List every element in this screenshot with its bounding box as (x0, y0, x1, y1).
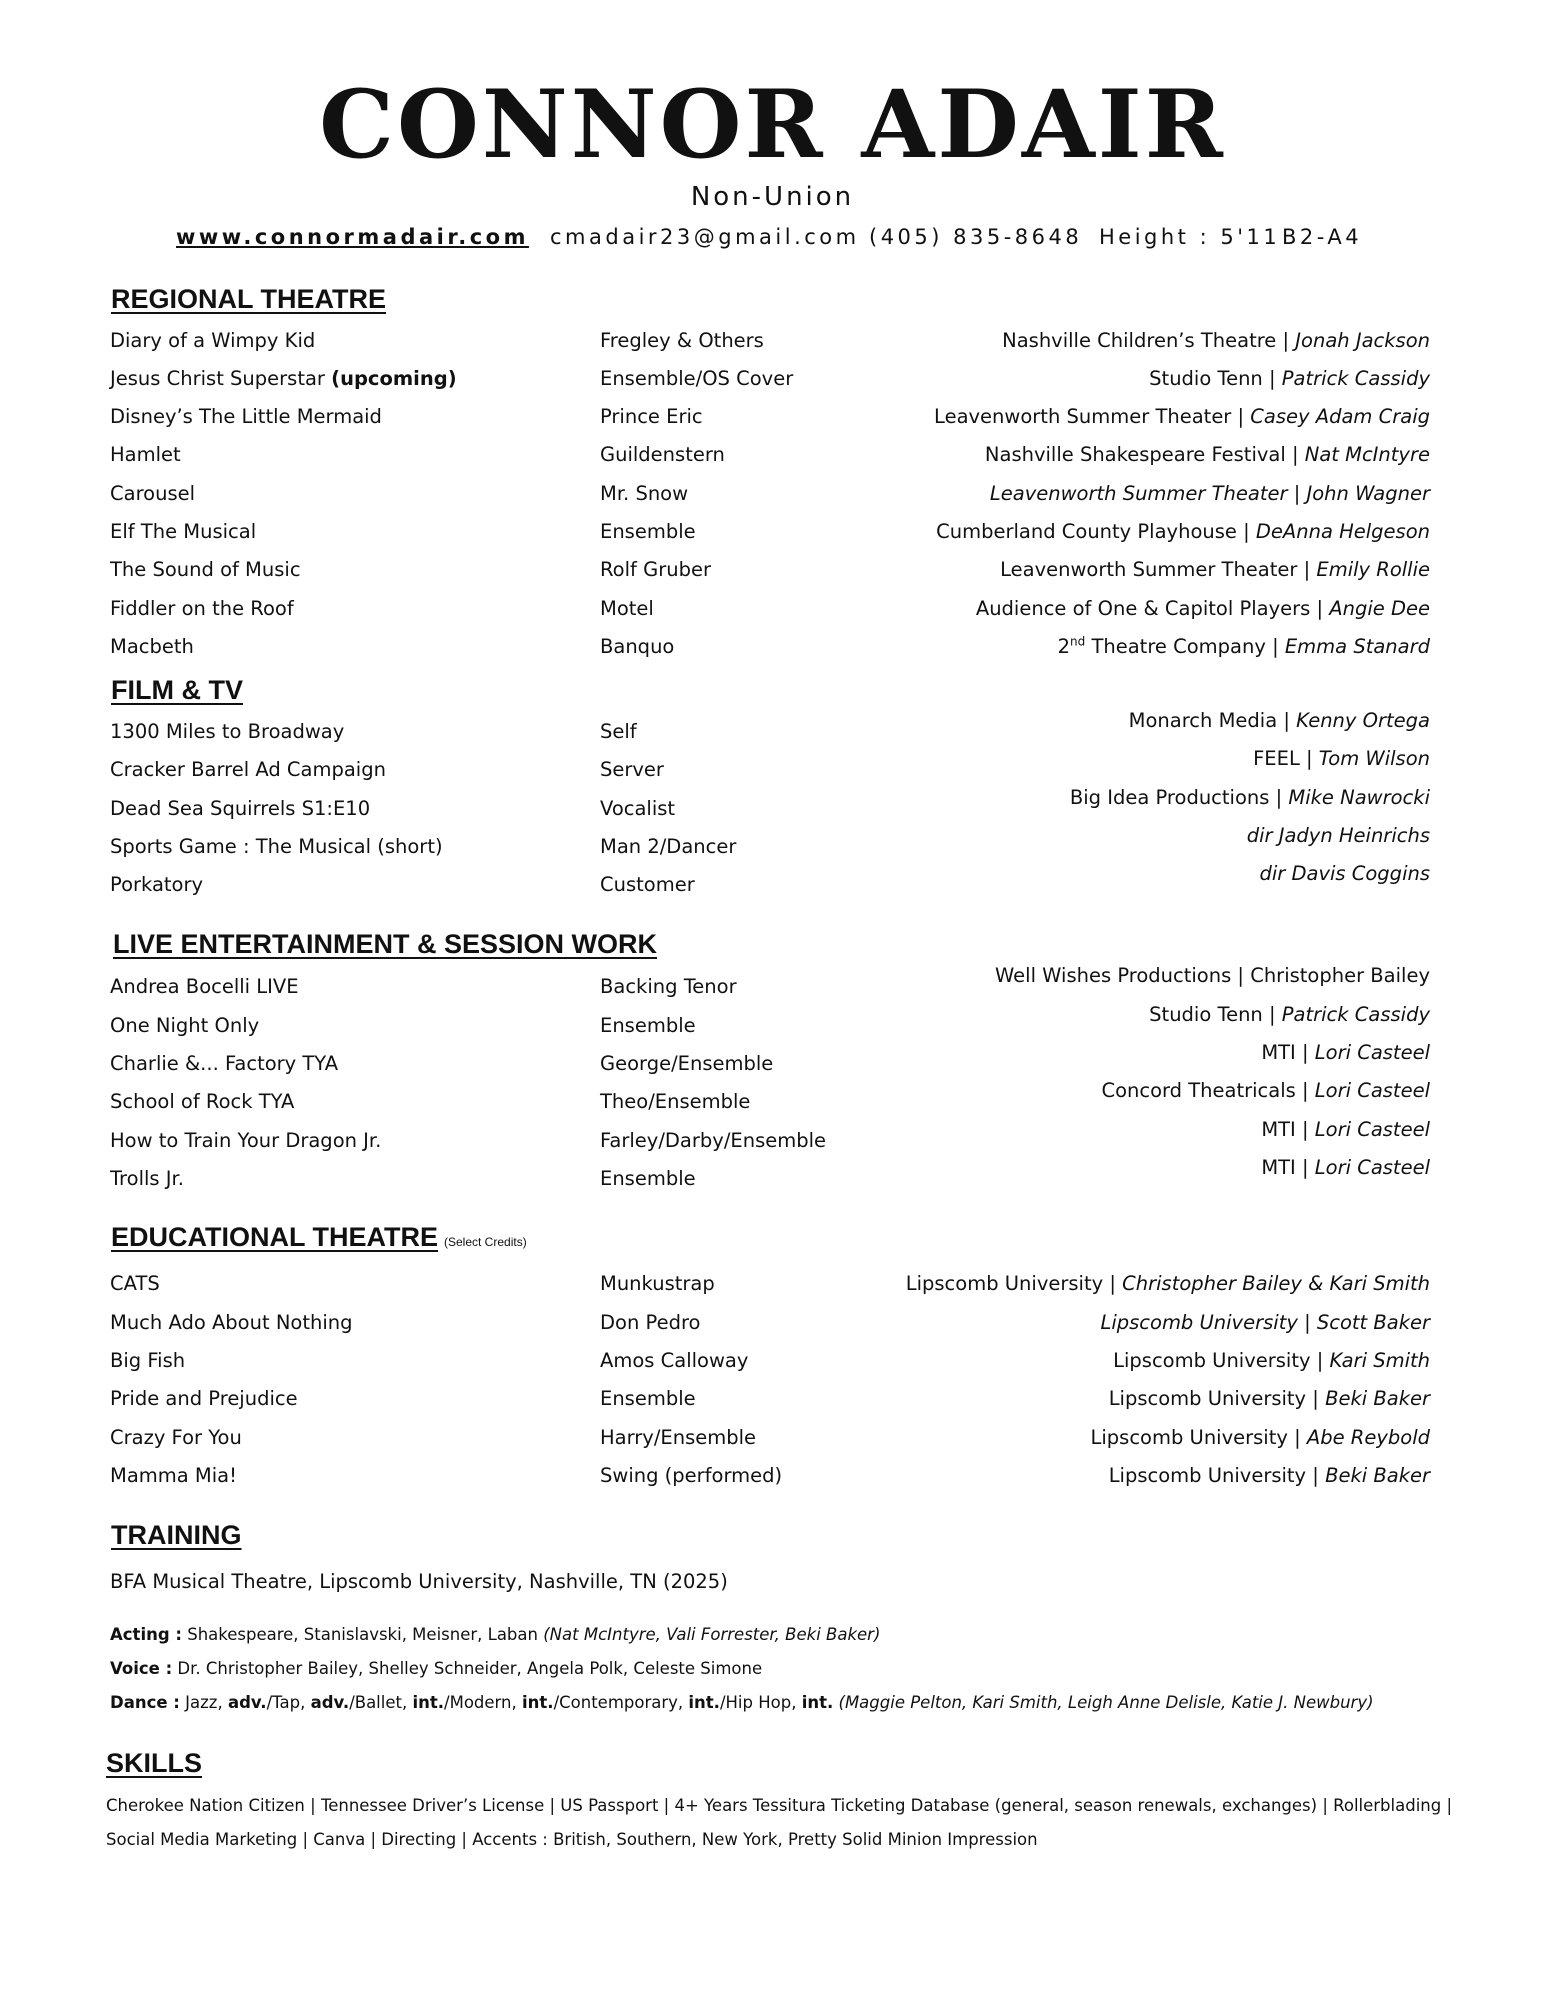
director: Beki Baker (1325, 1387, 1430, 1410)
credit-show (110, 1090, 294, 1113)
credit-role: Backing Tenor (600, 975, 737, 998)
credit-row (0, 1464, 1545, 1502)
credit-role: Ensemble/OS Cover (600, 367, 794, 390)
credit-venue-director (1100, 1311, 1430, 1334)
separator: | (1269, 786, 1289, 809)
show-title: Charlie &... Factory TYA (110, 1052, 339, 1075)
separator: | (1295, 1079, 1315, 1102)
venue: Theatre Company (1085, 635, 1266, 658)
credit-row (0, 1272, 1545, 1310)
separator: | (1287, 1426, 1307, 1449)
venue: Monarch Media (1128, 709, 1278, 732)
credit-venue-director (936, 520, 1430, 543)
credit-venue-director (1261, 1156, 1430, 1179)
credit-row (0, 1156, 1545, 1205)
dance-part: /Tap, (266, 1693, 311, 1712)
credit-row (0, 862, 1545, 911)
director: Lori Casteel (1314, 1118, 1430, 1141)
director: Tom Wilson (1318, 747, 1430, 770)
credit-show (110, 1311, 353, 1334)
credit-venue-director (1149, 367, 1430, 390)
credit-role: Mr. Snow (600, 482, 689, 505)
credit-role: Theo/Ensemble (600, 1090, 751, 1113)
credit-role: Farley/Darby/Ensemble (600, 1129, 827, 1152)
dance-level: int. (801, 1693, 834, 1712)
director: Casey Adam Craig (1250, 405, 1430, 428)
dance-teachers: (Maggie Pelton, Kari Smith, Leigh Anne Delisle, Katie J. Newbury) (833, 1693, 1374, 1712)
section-title-skills: SKILLS (106, 1748, 203, 1778)
venue: Audience of One & Capitol Players (975, 597, 1311, 620)
credit-show (110, 1014, 259, 1037)
credit-show (110, 520, 256, 543)
credit-venue-director (906, 1272, 1430, 1295)
director: Beki Baker (1325, 1464, 1430, 1487)
credit-show (110, 1052, 338, 1075)
director: Lori Casteel (1314, 1079, 1430, 1102)
venue: FEEL (1253, 747, 1300, 770)
skills-line-2: Social Media Marketing | Canva | Directing | Accents : British, Southern, New York, Pretty Solid Minion Impression (106, 1830, 1038, 1849)
separator: | (1236, 520, 1256, 543)
training-voice (110, 1659, 762, 1678)
venue: Well Wishes Productions | Christopher Bailey (995, 964, 1430, 987)
show-title: School of Rock TYA (110, 1090, 295, 1113)
separator: | (1262, 367, 1282, 390)
director: Lipscomb University | Scott Baker (1100, 1311, 1430, 1334)
director: Christopher Bailey & Kari Smith (1122, 1272, 1430, 1295)
credit-role: Self (600, 720, 637, 743)
credit-venue-director (1253, 747, 1430, 770)
show-tag: (upcoming) (331, 367, 457, 390)
director: DeAnna Helgeson (1255, 520, 1430, 543)
credit-role: Amos Calloway (600, 1349, 749, 1372)
credit-venue-director (1070, 786, 1430, 809)
credit-show (110, 635, 194, 658)
separator: | (1231, 405, 1251, 428)
credit-venue-director (1109, 1464, 1430, 1487)
separator: | (1277, 709, 1297, 732)
show-title: Porkatory (110, 873, 204, 896)
credit-venue-director (995, 964, 1430, 987)
height: Height : 5'11 (1099, 225, 1281, 249)
director: Lori Casteel (1314, 1041, 1430, 1064)
venue: Leavenworth Summer Theater (989, 482, 1288, 505)
email-address: cmadair23@gmail.com (550, 225, 860, 249)
director: dir Davis Coggins (1259, 862, 1430, 885)
show-title: Big Fish (110, 1349, 186, 1372)
separator: | (1295, 1118, 1315, 1141)
voice-label: Voice : (110, 1659, 173, 1678)
section-title-training: TRAINING (111, 1520, 242, 1550)
director: Kenny Ortega (1296, 709, 1430, 732)
venue: MTI (1261, 1118, 1296, 1141)
credit-role: Server (600, 758, 664, 781)
director: Abe Reybold (1306, 1426, 1430, 1449)
credit-row (0, 597, 1545, 635)
credit-role: Ensemble (600, 520, 696, 543)
credit-role: Munkustrap (600, 1272, 715, 1295)
credit-row (0, 1349, 1545, 1387)
director: Patrick Cassidy (1281, 367, 1430, 390)
credit-role: Ensemble (600, 1167, 696, 1190)
credit-role: Banquo (600, 635, 675, 658)
director: Mike Nawrocki (1288, 786, 1430, 809)
section-title-educational-text: EDUCATIONAL THEATRE (111, 1222, 438, 1252)
dance-part: Jazz, (179, 1693, 228, 1712)
show-title: One Night Only (110, 1014, 260, 1037)
credit-row (0, 1311, 1545, 1349)
credit-venue-director (1261, 1118, 1430, 1141)
union-status: Non-Union (690, 182, 855, 212)
credit-row (0, 367, 1545, 405)
credit-venue-director (1091, 1426, 1431, 1449)
credit-row (0, 635, 1545, 673)
credit-venue-director (1000, 558, 1430, 581)
credit-role: Ensemble (600, 1014, 696, 1037)
show-title: Jesus Christ Superstar (110, 367, 325, 390)
dance-level: int. (522, 1693, 554, 1712)
dance-level: int. (412, 1693, 445, 1712)
credit-role: Prince Eric (600, 405, 703, 428)
director: dir Jadyn Heinrichs (1246, 824, 1430, 847)
section-title-live: LIVE ENTERTAINMENT & SESSION WORK (113, 929, 658, 959)
credit-venue-director (976, 597, 1430, 620)
venue: Lipscomb University (1113, 1349, 1311, 1372)
separator: | (1297, 558, 1317, 581)
training-dance (110, 1693, 1374, 1712)
show-title: Elf The Musical (110, 520, 257, 543)
credit-row (0, 443, 1545, 481)
separator: | (1306, 1464, 1326, 1487)
credit-venue-director (1149, 1003, 1430, 1026)
credit-role: Vocalist (600, 797, 676, 820)
credit-role: Motel (600, 597, 654, 620)
dance-level: adv. (310, 1693, 350, 1712)
director: Nat McIntyre (1304, 443, 1430, 466)
credit-venue-director (990, 482, 1430, 505)
credit-role: Don Pedro (600, 1311, 701, 1334)
show-title: Andrea Bocelli LIVE (110, 975, 299, 998)
credit-role: Harry/Ensemble (600, 1426, 757, 1449)
credit-role: George/Ensemble (600, 1052, 774, 1075)
venue: MTI (1261, 1041, 1296, 1064)
dance-part: /Contemporary, (553, 1693, 689, 1712)
acting-label: Acting : (110, 1625, 182, 1644)
separator: | (1306, 1387, 1326, 1410)
venue: MTI (1261, 1156, 1296, 1179)
show-title: The Sound of Music (110, 558, 301, 581)
credit-show (110, 367, 457, 390)
credit-role: Man 2/Dancer (600, 835, 737, 858)
credit-role: Rolf Gruber (600, 558, 711, 581)
credit-show (110, 482, 195, 505)
show-title: Dead Sea Squirrels S1:E10 (110, 797, 371, 820)
credit-show (110, 975, 299, 998)
separator: | (1299, 747, 1319, 770)
credit-row (0, 482, 1545, 520)
show-title: Disney’s The Little Mermaid (110, 405, 382, 428)
show-title: 1300 Miles to Broadway (110, 720, 345, 743)
separator: | (1285, 443, 1305, 466)
separator: | (1103, 1272, 1123, 1295)
section-title-educational (111, 1222, 527, 1253)
credit-role: Guildenstern (600, 443, 725, 466)
show-title: Macbeth (110, 635, 194, 658)
separator: | (1310, 1349, 1330, 1372)
dance-part: /Hip Hop, (719, 1693, 802, 1712)
director: Angie Dee (1329, 597, 1430, 620)
credit-show (110, 558, 301, 581)
credit-show (110, 597, 294, 620)
credit-show (110, 405, 382, 428)
show-title: How to Train Your Dragon Jr. (110, 1129, 382, 1152)
credit-venue-director (1113, 1349, 1430, 1372)
venue: Lipscomb University (1108, 1464, 1307, 1487)
credit-show (110, 443, 181, 466)
show-title: Crazy For You (110, 1426, 242, 1449)
credit-role: Ensemble (600, 1387, 696, 1410)
venue: Lipscomb University (1108, 1387, 1307, 1410)
credit-show (110, 1349, 185, 1372)
training-acting (110, 1625, 880, 1644)
show-title: CATS (110, 1272, 160, 1295)
credit-row (0, 1387, 1545, 1425)
credit-show (110, 1387, 298, 1410)
credit-show (110, 1464, 237, 1487)
director: Emily Rollie (1316, 558, 1430, 581)
venue-number: 2 (1057, 635, 1071, 658)
show-title: Pride and Prejudice (110, 1387, 298, 1410)
credit-show (110, 873, 203, 896)
show-title: Much Ado About Nothing (110, 1311, 353, 1334)
separator: | (1276, 329, 1296, 352)
separator: | (1265, 635, 1285, 658)
credit-show (110, 1167, 184, 1190)
show-title: Trolls Jr. (110, 1167, 184, 1190)
credit-row (0, 520, 1545, 558)
section-title-film: FILM & TV (111, 675, 243, 705)
director: Emma Stanard (1284, 635, 1430, 658)
separator: | (1310, 597, 1330, 620)
credit-venue-director (1259, 862, 1430, 885)
venue-superscript: nd (1070, 634, 1086, 649)
credit-row (0, 329, 1545, 367)
credit-show (110, 1129, 381, 1152)
director: Kari Smith (1329, 1349, 1430, 1372)
credit-venue-director (1109, 1387, 1430, 1410)
credit-show (110, 720, 344, 743)
credit-row (0, 1426, 1545, 1464)
separator: | (1287, 482, 1307, 505)
dance-part: /Modern, (444, 1693, 522, 1712)
director: Lori Casteel (1314, 1156, 1430, 1179)
skills-line-1: Cherokee Nation Citizen | Tennessee Driver’s License | US Passport | 4+ Years Tessitura Ticketing Database (general, season renewals, exchanges) | Rollerblading | (106, 1796, 1453, 1815)
credit-venue-director (1129, 709, 1430, 732)
separator: | (1295, 1041, 1315, 1064)
venue: Cumberland County Playhouse (936, 520, 1237, 543)
credit-show (110, 329, 315, 352)
credit-venue-director (1101, 1079, 1430, 1102)
show-title: Fiddler on the Roof (110, 597, 294, 620)
website-link[interactable]: www.connormadair.com (176, 225, 529, 249)
credit-show (110, 1272, 160, 1295)
resume-name: CONNOR ADAIR (319, 70, 1226, 180)
dance-part: /Ballet, (349, 1693, 413, 1712)
venue: Studio Tenn (1149, 1003, 1263, 1026)
credit-show (110, 797, 370, 820)
vocal-range: B2-A4 (1282, 225, 1363, 249)
venue: Nashville Shakespeare Festival (984, 443, 1286, 466)
show-title: Carousel (110, 482, 196, 505)
credit-venue-director (1261, 1041, 1430, 1064)
credit-row (0, 558, 1545, 596)
separator: | (1295, 1156, 1315, 1179)
venue: Leavenworth Summer Theater (1000, 558, 1298, 581)
director: Jonah Jackson (1295, 329, 1430, 352)
venue: Big Idea Productions (1069, 786, 1270, 809)
show-title: Hamlet (110, 443, 181, 466)
dance-level: adv. (227, 1693, 267, 1712)
voice-text: Dr. Christopher Bailey, Shelley Schneider, Angela Polk, Celeste Simone (172, 1659, 763, 1678)
credit-show (110, 1426, 242, 1449)
credit-venue-director (1058, 635, 1430, 658)
acting-teachers: (Nat McIntyre, Vali Forrester, Beki Baker) (543, 1625, 881, 1644)
show-title: Mamma Mia! (110, 1464, 237, 1487)
director: John Wagner (1306, 482, 1430, 505)
credit-show (110, 758, 386, 781)
show-title: Diary of a Wimpy Kid (110, 329, 316, 352)
section-title-regional: REGIONAL THEATRE (111, 284, 387, 314)
credit-role: Swing (performed) (600, 1464, 783, 1487)
credit-role: Fregley & Others (600, 329, 764, 352)
credit-show (110, 835, 443, 858)
credit-row (0, 405, 1545, 443)
venue: Concord Theatricals (1101, 1079, 1296, 1102)
credit-role: Customer (600, 873, 695, 896)
show-title: Cracker Barrel Ad Campaign (110, 758, 386, 781)
dance-label: Dance : (110, 1693, 180, 1712)
director: Patrick Cassidy (1281, 1003, 1430, 1026)
venue: Lipscomb University (1090, 1426, 1288, 1449)
select-credits-note: (Select Credits) (444, 1235, 527, 1249)
venue: Nashville Children’s Theatre (1002, 329, 1277, 352)
credit-venue-director (985, 443, 1430, 466)
venue: Leavenworth Summer Theater (934, 405, 1232, 428)
acting-text: Shakespeare, Stanislavski, Meisner, Laban (182, 1625, 544, 1644)
separator: | (1262, 1003, 1282, 1026)
show-title: Sports Game : The Musical (short) (110, 835, 443, 858)
phone-number: (405) 835-8648 (869, 225, 1083, 249)
credit-venue-director (1002, 329, 1430, 352)
credit-venue-director (1247, 824, 1430, 847)
dance-level: int. (688, 1693, 720, 1712)
credit-venue-director (934, 405, 1430, 428)
venue: Studio Tenn (1149, 367, 1263, 390)
venue: Lipscomb University (905, 1272, 1104, 1295)
training-degree: BFA Musical Theatre, Lipscomb University, Nashville, TN (2025) (110, 1570, 728, 1593)
